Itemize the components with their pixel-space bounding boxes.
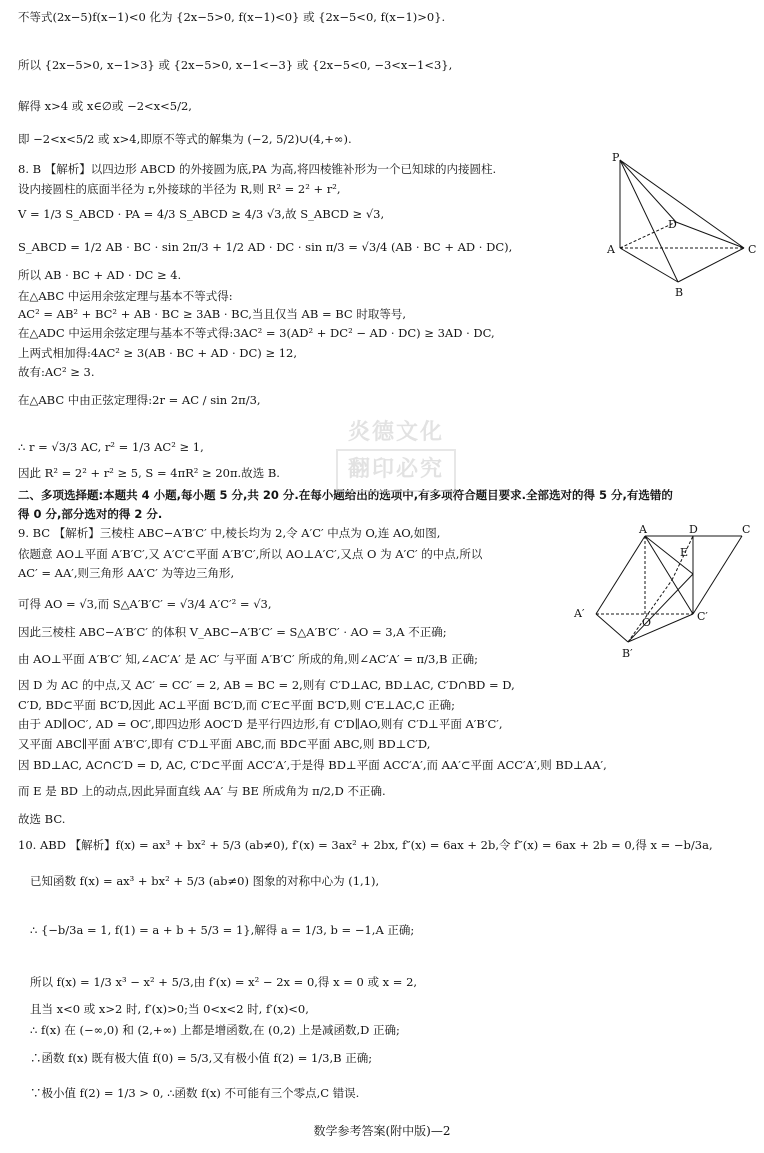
solution-9-header: 9. BC 【解析】三棱柱 ABC−A′B′C′ 中,棱长均为 2,令 A′C′ 中点为 O,连 AO,如图,: [18, 526, 441, 540]
text-line: 上两式相加得:4AC² ≥ 3(AB · BC + AD · DC) ≥ 12,: [18, 346, 298, 360]
label-d: D: [668, 218, 677, 231]
text-line: 由 AO⊥平面 A′B′C′ 知,∠AC′A′ 是 AC′ 与平面 A′B′C′ 所成的角,则∠AC′A′ = π/3,B 正确;: [18, 652, 478, 666]
text-line: 依题意 AO⊥平面 A′B′C′,又 A′C′⊂平面 A′B′C′,所以 AO⊥A′C′,又点 O 为 A′C′ 的中点,所以: [18, 547, 483, 561]
label-p: P: [612, 151, 620, 164]
text-line: S_ABCD = 1/2 AB · BC · sin 2π/3 + 1/2 AD · DC · sin π/3 = √3/4 (AB · BC + AD · DC),: [18, 240, 513, 254]
text-line: 所以 AB · BC + AD · DC ≥ 4.: [18, 268, 182, 282]
text-line: 解得 x>4 或 x∈∅或 −2<x<5/2,: [18, 99, 192, 113]
text-line: 即 −2<x<5/2 或 x>4,即原不等式的解集为 (−2, 5/2)∪(4,+∞).: [18, 132, 352, 146]
figure-8-pyramid: [598, 150, 764, 300]
edge-bc: [678, 248, 744, 282]
text-line: ∴ r = √3/3 AC, r² = 1/3 AC² ≥ 1,: [18, 440, 204, 454]
solution-8-header: 8. B 【解析】以四边形 ABCD 的外接圆为底,PA 为高,将四棱锥补形为一个已知球的内接圆柱.: [18, 162, 497, 176]
label-o: O: [642, 616, 652, 629]
text-line: 又平面 ABC∥平面 A′B′C′,即有 C′D⊥平面 ABC,而 BD⊂平面 ABC,则 BD⊥C′D,: [18, 737, 431, 751]
label-b-prime: B′: [622, 647, 633, 660]
text-line: V = 1/3 S_ABCD · PA = 4/3 S_ABCD ≥ 4/3 √3,故 S_ABCD ≥ √3,: [18, 207, 385, 221]
edge-pd: [620, 160, 676, 222]
edge-c1c: [693, 536, 742, 614]
watermark-line: 炎德文化: [347, 420, 444, 445]
text-line: AC² = AB² + BC² + AB · BC ≥ 3AB · BC,当且仅当 AB = BC 时取等号,: [18, 307, 407, 321]
text-line: ∴ {−b/3a = 1, f(1) = a + b + 5/3 = 1},解得 a = 1/3, b = −1,A 正确;: [30, 923, 415, 937]
solution-10-header: 10. ABD 【解析】f(x) = ax³ + bx² + 5/3 (ab≠0), f′(x) = 3ax² + 2bx, f″(x) = 6ax + 2b,令 f″(x) = 6ax + 2b = 0,得 x = −b/3a,: [18, 838, 713, 852]
label-a-prime: A′: [574, 607, 585, 620]
text-line: ∴函数 f(x) 既有极大值 f(0) = 5/3,又有极小值 f(2) = 1/3,B 正确;: [30, 1051, 373, 1065]
text-line: 因此 R² = 2² + r² ≥ 5, S = 4πR² ≥ 20π.故选 B.: [18, 466, 280, 480]
text-line: ∵极小值 f(2) = 1/3 > 0, ∴函数 f(x) 不可能有三个零点,C 错误.: [30, 1086, 360, 1100]
section-heading-cont: 得 0 分,部分选对的得 2 分.: [18, 507, 163, 521]
text-line: 在△ADC 中运用余弦定理与基本不等式得:3AC² = 3(AD² + DC² − AD · DC) ≥ 3AD · DC,: [18, 326, 495, 340]
text-line: 而 E 是 BD 上的动点,因此异面直线 AA′ 与 BE 所成角为 π/2,D 不正确.: [18, 784, 386, 798]
text-line: 因此三棱柱 ABC−A′B′C′ 的体积 V_ABC−A′B′C′ = S△A′B′C′ · AO = 3,A 不正确;: [18, 625, 447, 639]
text-line: 因 D 为 AC 的中点,又 AC′ = CC′ = 2, AB = BC = 2,则有 C′D⊥AC, BD⊥AC, C′D∩BD = D,: [18, 678, 515, 692]
text-line: 所以 {2x−5>0, x−1>3} 或 {2x−5>0, x−1<−3} 或 {2x−5<0, −3<x−1<3},: [18, 58, 453, 72]
section-heading: 二、多项选择题:本题共 4 小题,每小题 5 分,共 20 分.在每小题给出的选项中,有多项符合题目要求.全部选对的得 5 分,有选错的: [18, 488, 673, 502]
edge-a1b1: [596, 614, 628, 642]
page-footer: 数学参考答案(附中版)—2: [313, 1124, 451, 1138]
text-line: 在△ABC 中由正弦定理得:2r = AC / sin 2π/3,: [18, 393, 261, 407]
text-line: 可得 AO = √3,而 S△A′B′C′ = √3/4 A′C′² = √3,: [18, 597, 272, 611]
edge-dc: [676, 222, 744, 248]
text-line: 故选 BC.: [18, 812, 66, 826]
text-line: ∴ f(x) 在 (−∞,0) 和 (2,+∞) 上都是增函数,在 (0,2) 上是减函数,D 正确;: [30, 1023, 400, 1037]
label-a: A: [639, 523, 647, 536]
text-line: AC′ = AA′,则三角形 AA′C′ 为等边三角形,: [18, 566, 235, 580]
label-d: D: [689, 523, 698, 536]
label-b: B: [675, 286, 684, 299]
watermark-stamp: 翻印必究: [336, 449, 456, 492]
edge-b1e: [628, 574, 693, 642]
label-c: C: [748, 243, 757, 256]
text-line: 已知函数 f(x) = ax³ + bx² + 5/3 (ab≠0) 图象的对称中心为 (1,1),: [30, 874, 380, 888]
watermark: [316, 418, 476, 528]
text-line: 所以 f(x) = 1/3 x³ − x² + 5/3,由 f′(x) = x² − 2x = 0,得 x = 0 或 x = 2,: [30, 975, 418, 989]
label-c: C: [742, 523, 751, 536]
text-line: C′D, BD⊂平面 BC′D,因此 AC⊥平面 BC′D,而 C′E⊂平面 BC′D,则 C′E⊥AC,C 正确;: [18, 698, 456, 712]
text-line: 设内接圆柱的底面半径为 r,外接球的半径为 R,则 R² = 2² + r²,: [18, 182, 341, 196]
edge-a1a: [596, 536, 645, 614]
label-c-prime: C′: [697, 610, 708, 623]
text-line: 故有:AC² ≥ 3.: [18, 365, 95, 379]
label-e: E: [680, 546, 689, 559]
text-line: 由于 AD∥OC′, AD = OC′,即四边形 AOC′D 是平行四边形,有 C′D∥AO,则有 C′D⊥平面 A′B′C′,: [18, 717, 503, 731]
edge-ab: [620, 248, 678, 282]
text-line: 在△ABC 中运用余弦定理与基本不等式得:: [18, 289, 233, 303]
text-line: 且当 x<0 或 x>2 时, f′(x)>0;当 0<x<2 时, f′(x)<0,: [30, 1002, 309, 1016]
figure-9-prism: [568, 522, 758, 660]
label-a: A: [607, 243, 615, 256]
edge-pc: [620, 160, 744, 248]
text-line: 不等式(2x−5)f(x−1)<0 化为 {2x−5>0, f(x−1)<0} 或 {2x−5<0, f(x−1)>0}.: [18, 10, 446, 24]
text-line: 因 BD⊥AC, AC∩C′D = D, AC, C′D⊂平面 ACC′A′,于是得 BD⊥平面 ACC′A′,而 AA′⊂平面 ACC′A′,则 BD⊥AA′,: [18, 758, 607, 772]
